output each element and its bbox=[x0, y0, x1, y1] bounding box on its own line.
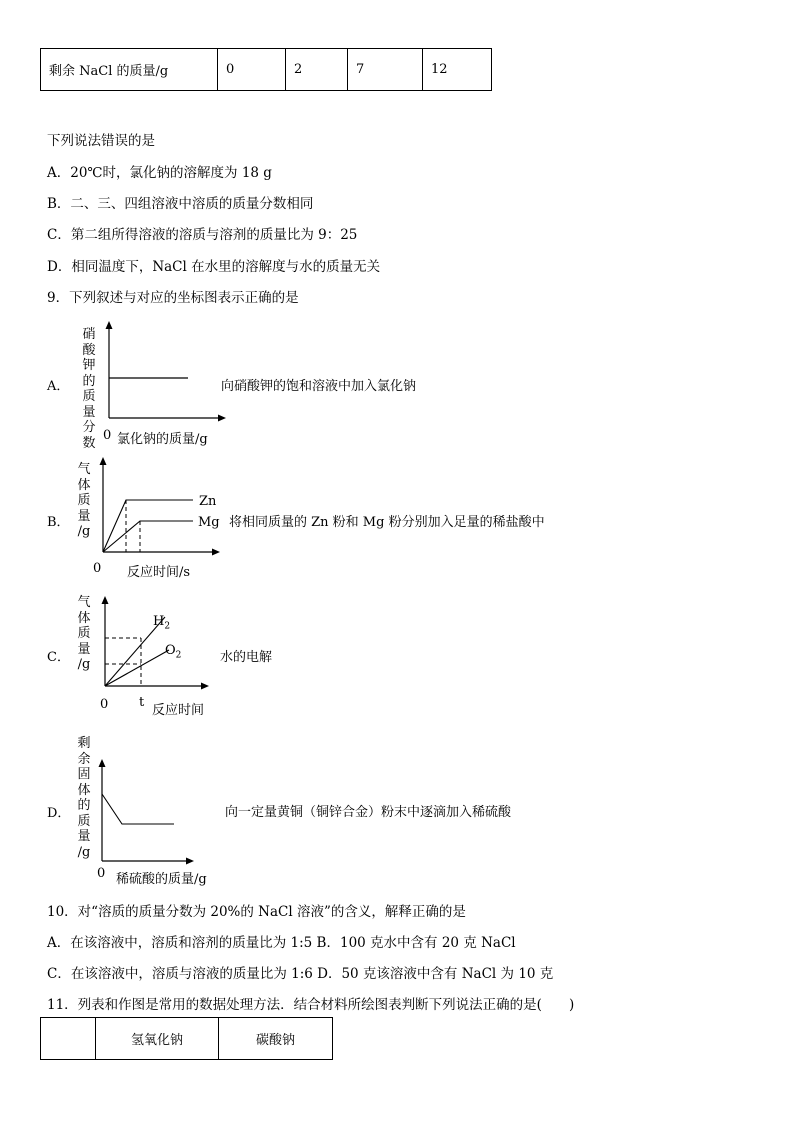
q11-table bbox=[40, 1017, 333, 1060]
graph-b-x-arrow bbox=[212, 549, 220, 556]
graph-b-mg-label: Mg bbox=[198, 515, 220, 530]
graph-d-xlabel: 稀硫酸的质量/g bbox=[116, 872, 207, 887]
q8-option-c: C．第二组所得溶液的溶质与溶剂的质量比为 9：25 bbox=[47, 227, 358, 243]
graph-c-o2-line bbox=[105, 650, 169, 686]
graph-a-ylabel: 硝 酸 钾 的 质 量 分 数 bbox=[82, 327, 96, 451]
graph-b-y-arrow bbox=[100, 457, 107, 465]
graph-a-xlabel: 氯化钠的质量/g bbox=[117, 432, 208, 447]
graph-d-origin: 0 bbox=[97, 866, 106, 881]
graph-d-curve bbox=[102, 794, 174, 824]
q9-option-c-letter: C． bbox=[47, 650, 70, 665]
graph-c-description: 水的电解 bbox=[220, 650, 273, 665]
question-10-prompt: 10．对“溶质的质量分数为 20%的 NaCl 溶液”的含义，解释正确的是 bbox=[47, 904, 466, 920]
graph-d-y-arrow bbox=[99, 759, 106, 767]
header-cell-na2co3: 碳酸钠 bbox=[219, 1018, 333, 1060]
graph-b-ylabel: 气 体 质 量 /g bbox=[77, 462, 91, 539]
graph-a-description: 向硝酸钾的饱和溶液中加入氯化钠 bbox=[221, 379, 417, 394]
question-8-prompt: 下列说法错误的是 bbox=[47, 133, 155, 149]
question-11-prompt: 11．列表和作图是常用的数据处理方法．结合材料所绘图表判断下列说法正确的是( ) bbox=[47, 997, 575, 1013]
q9-option-d-letter: D． bbox=[47, 806, 71, 821]
graph-d-description: 向一定量黄铜（铜锌合金）粉末中逐滴加入稀硫酸 bbox=[225, 805, 512, 820]
header-cell-naoh: 氢氧化钠 bbox=[96, 1018, 219, 1060]
q8-option-b: B．二、三、四组溶液中溶质的质量分数相同 bbox=[47, 196, 314, 212]
graph-b-origin: 0 bbox=[93, 561, 102, 576]
q10-options-line-1: A．在该溶液中，溶质和溶剂的质量比为 1:5 B．100 克水中含有 20 克 NaCl bbox=[47, 935, 516, 951]
value-cell: 12 bbox=[423, 49, 492, 91]
q9-option-b-letter: B． bbox=[47, 515, 70, 530]
graph-c-t-tick: t bbox=[139, 695, 145, 710]
graph-c-y-arrow bbox=[102, 596, 109, 604]
graph-a-y-arrow bbox=[106, 321, 113, 329]
value-cell: 7 bbox=[348, 49, 423, 91]
graph-b-zn-curve bbox=[103, 500, 193, 552]
header-cell-empty bbox=[41, 1018, 96, 1060]
graph-c-xlabel: 反应时间 bbox=[152, 703, 205, 718]
q9-option-a-letter: A． bbox=[47, 379, 70, 394]
graph-c-o2-label: $O_2$ bbox=[165, 643, 182, 661]
graph-c bbox=[99, 595, 219, 695]
graph-c-ylabel: 气 体 质 量 /g bbox=[77, 595, 91, 672]
graph-d bbox=[96, 758, 206, 868]
graph-b-zn-label: Zn bbox=[199, 494, 217, 509]
solubility-table bbox=[40, 48, 492, 91]
graph-a bbox=[100, 320, 230, 430]
question-9-prompt: 9．下列叙述与对应的坐标图表示正确的是 bbox=[47, 290, 299, 306]
graph-d-ylabel: 剩 余 固 体 的 质 量 /g bbox=[77, 736, 91, 860]
graph-c-h2-label: $H_2$ bbox=[153, 614, 171, 632]
value-cell: 0 bbox=[218, 49, 286, 91]
q10-options-line-2: C．在该溶液中，溶质与溶液的质量比为 1:6 D．50 克该溶液中含有 NaCl 为 10 克 bbox=[47, 966, 554, 982]
q8-option-d: D．相同温度下，NaCl 在水里的溶解度与水的质量无关 bbox=[47, 259, 381, 275]
graph-d-x-arrow bbox=[186, 858, 194, 865]
graph-a-x-arrow bbox=[218, 415, 226, 422]
table-row bbox=[41, 49, 492, 91]
graph-b-mg-curve bbox=[103, 521, 193, 552]
value-cell: 2 bbox=[286, 49, 348, 91]
table-row bbox=[41, 1018, 333, 1060]
graph-a-origin: 0 bbox=[103, 428, 112, 443]
graph-b-description: 将相同质量的 Zn 粉和 Mg 粉分别加入足量的稀盐酸中 bbox=[229, 515, 545, 530]
graph-b bbox=[96, 455, 226, 565]
graph-c-origin: 0 bbox=[100, 697, 109, 712]
q8-option-a: A．20℃时，氯化钠的溶解度为 18 g bbox=[47, 165, 272, 181]
graph-b-xlabel: 反应时间/s bbox=[127, 565, 191, 580]
graph-c-x-arrow bbox=[201, 683, 209, 690]
row-label-cell: 剩余 NaCl 的质量/g bbox=[41, 49, 218, 91]
